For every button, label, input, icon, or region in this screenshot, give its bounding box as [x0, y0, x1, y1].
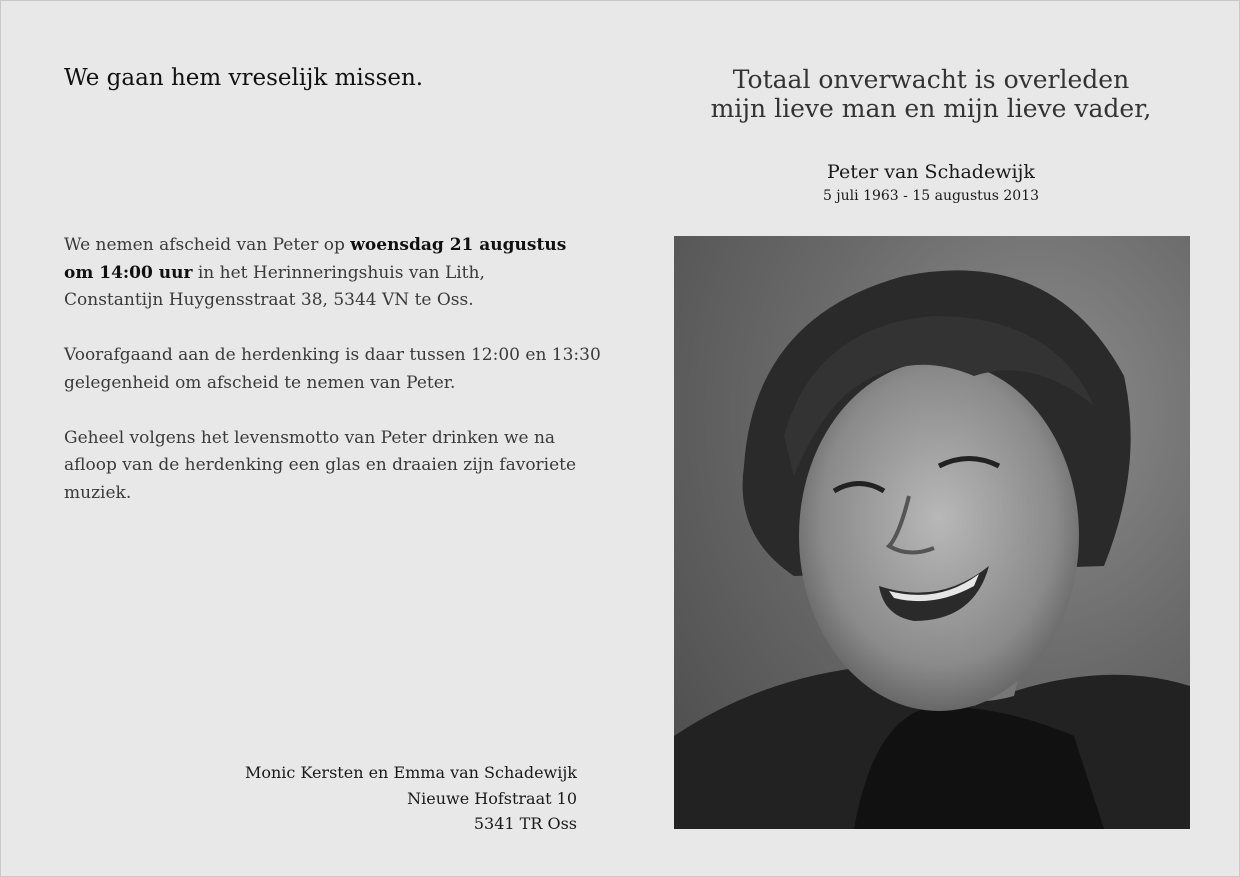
signature-names: Monic Kersten en Emma van Schadewijk: [244, 763, 577, 782]
motto-line-2: afloop van de herdenking een glas en draaien zijn favoriete: [64, 455, 577, 475]
portrait-photo: [674, 236, 1190, 829]
signature-block: [201, 760, 577, 837]
viewing-line-2: gelegenheid om afscheid te nemen van Peter.: [64, 372, 456, 393]
ceremony-details: [64, 232, 604, 535]
signature-city: 5341 TR Oss: [473, 814, 577, 833]
headline: We gaan hem vreselijk missen.: [64, 65, 424, 91]
deceased-name: Peter van Schadewijk: [827, 161, 1035, 183]
portrait-illustration: [674, 236, 1190, 829]
motto-line-1: Geheel volgens het levensmotto van Peter drinken we na: [64, 427, 556, 448]
paragraph-viewing: [64, 342, 604, 397]
ceremony-time: om 14:00 uur: [64, 262, 193, 283]
viewing-line-1: Voorafgaand aan de herdenking is daar tussen 12:00 en 13:30: [64, 345, 601, 365]
paragraph-ceremony: [64, 232, 604, 315]
life-dates: 5 juli 1963 - 15 augustus 2013: [822, 188, 1040, 204]
ceremony-text-b: in het Herinneringshuis van Lith,: [192, 262, 485, 283]
announcement-line-2: mijn lieve man en mijn lieve vader,: [710, 94, 1152, 123]
paragraph-motto: [64, 425, 604, 508]
signature-street: Nieuwe Hofstraat 10: [407, 788, 577, 808]
announcement-line-1: Totaal onverwacht is overleden: [732, 65, 1130, 94]
ceremony-text-a: We nemen afscheid van Peter op: [64, 235, 351, 255]
announcement: [701, 65, 1161, 123]
motto-line-3: muziek.: [64, 482, 132, 503]
ceremony-date: woensdag 21 augustus: [350, 235, 567, 255]
ceremony-address: Constantijn Huygensstraat 38, 5344 VN te Oss.: [64, 290, 474, 310]
